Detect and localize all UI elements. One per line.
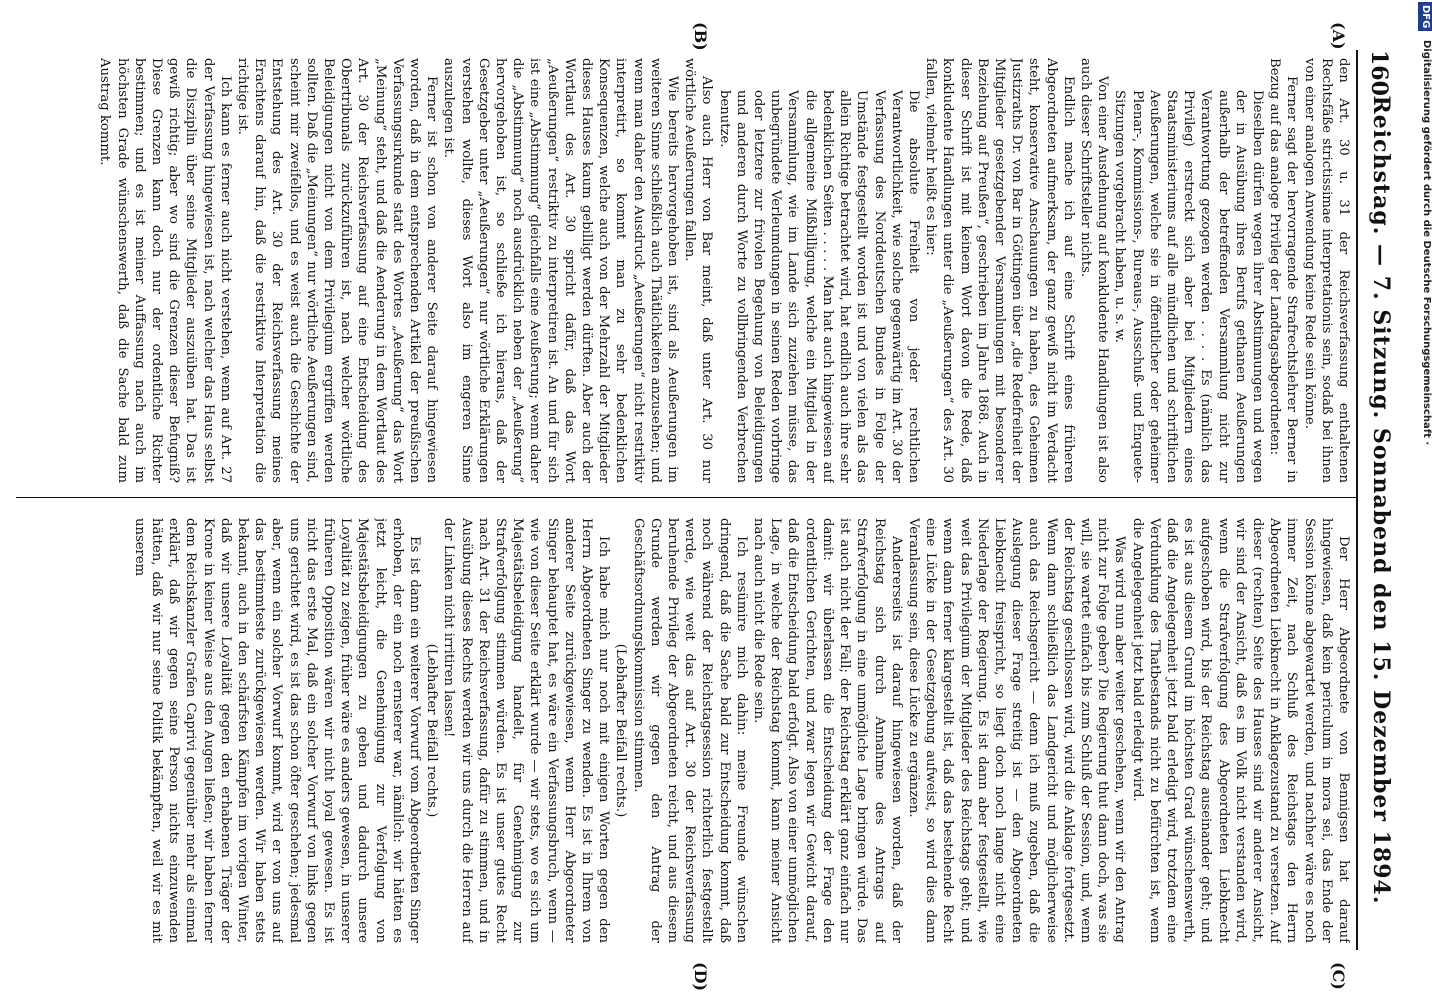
- paragraph: den Art. 30 u. 31 der Reichsverfassung enthaltenen Rechtsfäße strictissimae interpretationis sein, sodaß bei ihnen von einer analogen Anwendung keine Rede sein könne.: [1301, 58, 1351, 483]
- page-header: [1362, 0, 1402, 1000]
- quotation: Dieselben dürfen wegen ihrer Abstimmungen und wegen der in Ausübung ihres Berufs gethanen Aeußerungen außerhalb der betreffenden Versammlung nicht zur Verantwortung gezogen werden . . . . Es (nämlich das Privileg) erstreckt sich aber bei Mitgliedern eines Staatsministeriums auf alle mündlichen und schriftlichen Aeußerungen, welche sie in öffentlicher oder geheimer Plenar-, Kommissions-, Bureaus-, Ausschuß- und Enquete-Sitzungen vorgebracht haben, u. s. w.: [1112, 90, 1265, 483]
- credit-text: Digitalisierung gefördert durch die Deutsche Forschungsgemeinschaft ·: [1421, 40, 1432, 446]
- quotation: Die absolute Freiheit von jeder rechtlichen Verantwortlichkeit, wie solche gegenwärtig im Art. 30 der Verfassung des Norddeutschen Bundes in Folge der Umstände festgestellt worden ist und von vielen als das allein Richtige betrachtet wird, hat endlich auch ihre sehr bedenklichen Seiten . . . . . Man hat auch hingewiesen auf die allgemeine Mißbilligung, welche ein Mitglied in der Versammlung, wie im Lande sich zuziehen müsse, das unbegründete Verleumdungen in seinen Reden vorbringe oder letztere zur frivolen Begehung von Beleidigungen und anderen durch Worte zu vollbringenden Verbrechen benutze.: [716, 90, 921, 483]
- paragraph: Andererseits ist darauf hingewiesen worden, daß der Reichstag sich durch Annahme des Antrags auf Strafverfolgung in eine unmögliche Lage bringen würde. Das ist auch nicht der Fall; der Reichstag erklärt ganz einfach nur damit: wir überlassen die Entscheidung der Frage den ordentlichen Gerichten, und zwar legen wir Gewicht darauf, daß die Entscheidung bald erfolgt. Also von einer unmöglichen Lage, in welche der Reichstag kommt, kann meiner Ansicht nach auch nicht die Rede sein.: [751, 518, 904, 943]
- running-title: Reichstag. — 7. Sitzung. Sonnabend den 15. Dezember 1894.: [1368, 95, 1394, 905]
- paragraph: Es ist dann ein weiterer Vorwurf vom Abgeordneten Singer erhoben, der ein noch ernsterer war, nämlich: wir hätten es jetzt leicht, die Genehmigung zur Verfolgung von Majestätsbeleidigungen zu geben und dadurch unsere Loyalität zu zeigen, früher wäre es anders gewesen, in unserer früheren Opposition wären wir nicht loyal gewesen. Es ist nicht das erste Mal, daß ein solcher Vorwurf von links gegen uns gerichtet wird, es ist das schon öfter geschehen; jedesmal aber, wenn ein solcher Vorwurf kommt, wird er von uns auf das bestimmteste zurückgewiesen werden. Wir haben stets bekannt, auch in den schärfsten Kämpfen im vorigen Winter, daß wir unsere Loyalität gegen den erhabenen Träger der Krone in keiner Weise aus den Augen ließen; wir haben ferner dem Reichskanzler Grafen Caprivi gegenüber mehr als einmal erklärt, daß wir gegen seine Person nichts einzuwenden hätten, daß wir nur seine Politik bekämpften, weil wir es mit unserem: [131, 518, 423, 943]
- paragraph: Endlich mache ich auf eine Schrift eines früheren Abgeordneten aufmerksam, der ganz gewiß nicht im Verdacht steht, konservative Anschauungen zu haben, des Geheimen Justizraths Dr. von Bar in Göttingen über „die Redefreiheit der Mitglieder gesetzgebender Versammlungen mit besonderer Beziehung auf Preußen“, geschrieben im Jahre 1868. Auch in dieser Schrift ist mit keinem Wort davon die Rede, daß konkludente Handlungen unter die „Aeußerungen“ des Art. 30 fallen, vielmehr heißt es hier:: [923, 58, 1076, 483]
- paragraph: Ferner ist schon von anderer Seite darauf hingewiesen worden, daß in dem entsprechenden Artikel der preußischen Verfassungsurkunde statt des Wortes „Aeußerung“ das Wort „Meinung“ steht, und daß die Aenderung in dem Wortlaut des Art. 30 der Reichsverfassung auf eine Entscheidung des Obertribunals zurückzuführen ist, nach welcher wörtliche Beleidigungen nicht von dem Privilegium ergriffen werden sollten. Daß die „Meinungen“ nur wörtliche Aeußerungen sind, scheint mir zweifellos, und es weist auch die Geschichte der Entstehung des Art. 30 der Reichsverfassung meines Erachtens darauf hin, daß die restriktive Interpretation die richtige ist.: [235, 58, 440, 483]
- dfg-logo: DFG: [1418, 2, 1432, 31]
- paragraph: Ich resümire mich dahin: meine Freunde wünschen dringend, daß die Sache bald zur Entscheidung kommt, daß noch während der Reichstagsession richterlich festgestellt werde, wie weit das auf Art. 30 der Reichsverfassung beruhende Privileg der Abgeordneten reicht, und aus diesem Grunde werden wir gegen den Antrag der Geschäftsordnungskommission stimmen.: [630, 518, 749, 943]
- margin-letter-b: (B): [691, 22, 710, 51]
- paragraph: Also auch Herr von Bar meint, daß unter Art. 30 nur wörtliche Aeußerungen fallen.: [682, 58, 715, 483]
- header-rule: [1356, 50, 1358, 950]
- margin-letter-c: (C): [1329, 962, 1348, 990]
- paragraph: Ferner sagt der hervorragende Strafrechtslehrer Berner in Bezug auf das analoge Privileg der Landtagsabgeordneten:: [1267, 58, 1300, 483]
- paragraph: Was wird nun aber weiter geschehen, wenn wir den Antrag nicht zur Folge geben? Die Regierung thut dann doch, was sie will, sie wartet einfach bis zum Schluß der Session, und, wenn der Reichstag geschlossen wird, wird die Anklage fortgesetzt. Wenn dann schließlich das Landgericht und möglicherweise auch das Reichsgericht — denn ich muß zugeben, daß die Auslegung dieser Frage streitig ist — den Abgeordneten Liebknecht freispricht, so liegt doch noch lange nicht eine Niederlage der Regierung. Es ist dann aber festgestellt, wie weit das Privilegium der Mitglieder des Reichstags geht; und wenn dann ferner klargestellt ist, daß das bestehende Recht eine Lücke in der Gesetzgebung aufweist, so wird dies dann Veranlassung sein, diese Lücke zu ergänzen.: [905, 518, 1128, 943]
- paragraph: Von einer Ausdehnung auf konkludente Handlungen ist also auch dieser Schriftsteller nichts.: [1077, 58, 1111, 483]
- left-column: [22, 58, 1352, 483]
- paragraph: Ich kann es ferner auch nicht verstehen, wenn auf Art. 27 der Verfassung hingewiesen ist, nach welcher das Haus selbst die Disziplin über seine Mitglieder auszuüben hat. Das ist gewiß richtig; aber wo sind die Grenzen dieser Befugniß? Diese Grenzen kann doch nur der ordentliche Richter bestimmen; und es ist meiner Auffassung nach auch im höchsten Grade wünschenswerth, daß die Sache bald zum Austrag kommt.: [97, 58, 233, 483]
- column-divider: [16, 497, 1356, 498]
- applause-note: (Lebhafter Beifall rechts.): [424, 643, 440, 818]
- page-number: 160: [1366, 50, 1392, 96]
- right-column: [22, 518, 1352, 943]
- paragraph: Wie bereits hervorgehoben ist, sind als Aeußerungen im weiteren Sinne schließlich auch Thätlichkeiten anzusehen; und wenn man daher den Ausdruck „Aeußerungen“ nicht restriktiv interpretirt, so kommt man zu sehr bedenklichen Konsequenzen, welche auch von der Mehrzahl der Mitglieder dieses Hauses kaum gebilligt werden dürften. Aber auch der Wortlaut des Art. 30 spricht dafür, daß das Wort „Aeußerungen“ restriktiv zu interpretiren ist. An und für sich ist eine „Abstimmung“ gleichfalls eine Aeußerung; wenn daher die „Abstimmung“ noch ausdrücklich neben der „Aeußerung“ hervorgehoben ist, so schließe ich hieraus, daß der Gesetzgeber unter „Aeußerungen“ nur wörtliche Erklärungen verstehen wollte, dieses Wort also im engeren Sinne auszulegen ist.: [441, 58, 681, 483]
- margin-letter-d: (D): [691, 962, 710, 992]
- margin-letter-a: (A): [1329, 22, 1348, 50]
- paragraph: Ich habe mich nur noch mit einigen Worten gegen den Herrn Abgeordneten Singer zu wenden. Es ist in Ihrem von anderer Seite zurückgewiesen, wenn Herr Abgeordneter Singer behauptet hat, es wäre ein Verfassungsbruch, wenn — wie von dieser Seite erklärt wurde — wir stets, wo es sich um Majestätsbeleidigung handelt, für Genehmigung zur Strafverfolgung stimmen würden. Es ist unser gutes Recht nach Art. 31 der Reichsverfassung, dafür zu stimmen, und in Ausübung dieses Rechts werden wir uns durch die Herren auf der Linken nicht irritiren lassen!: [441, 518, 612, 943]
- paragraph: Der Herr Abgeordnete von Bennigsen hat darauf hingewiesen, daß kein periculum in mora sei, das Ende der Session könne abgewartet werden, und nachher wäre es noch immer Zeit, nach Schluß des Reichstags den Herrn Abgeordneten Liebknecht in Anklagezustand zu versetzen. Auf dieser (rechten) Seite des Hauses sind wir anderer Ansicht, wir sind der Ansicht, daß es im Volk nicht verstanden wird, wenn die Strafverfolgung des Abgeordneten Liebknecht aufgeschoben wird, bis der Reichstag auseinander geht; und es ist aus diesem Grund im höchsten Grad wünschenswerth, daß die Angelegenheit jetzt bald erledigt wird, trotzdem eine Verdunklung des Thatbestands nicht zu befürchten ist, wenn die Angelegenheit jetzt bald erledigt wird.: [1129, 518, 1351, 943]
- applause-note: (Lebhafter Beifall rechts.): [613, 643, 629, 818]
- digitization-credit: [1412, 0, 1432, 1000]
